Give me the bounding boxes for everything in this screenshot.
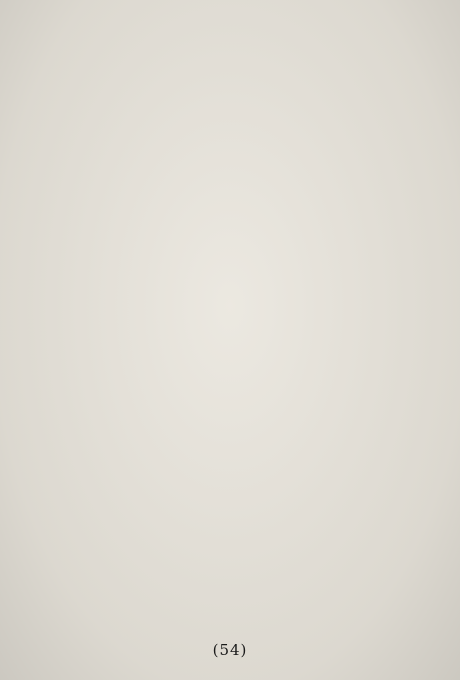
vertical-text-block	[34, 22, 426, 622]
page-number: (54)	[212, 641, 248, 659]
